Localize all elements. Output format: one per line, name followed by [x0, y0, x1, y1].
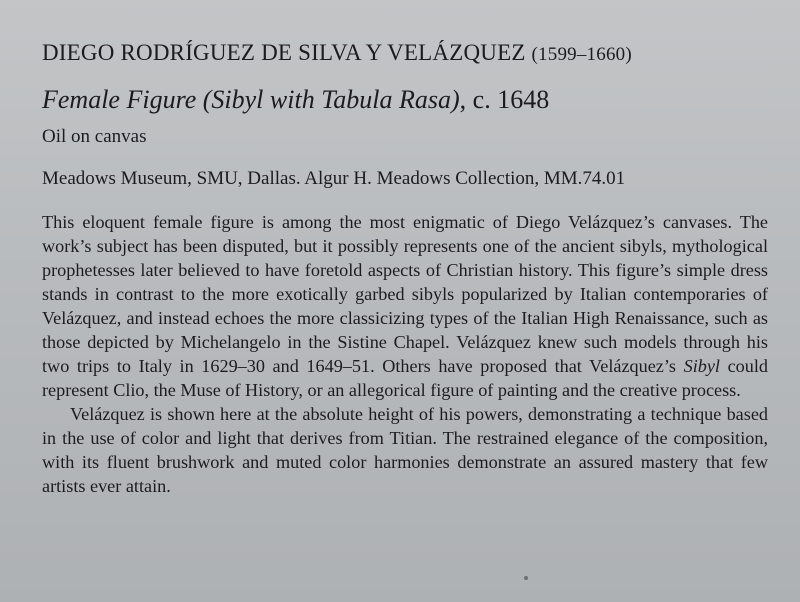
surface-speck	[524, 576, 528, 580]
artist-name: DIEGO RODRÍGUEZ DE SILVA Y VELÁZQUEZ	[42, 40, 526, 65]
artwork-title-text: Female Figure (Sibyl with Tabula Rasa)	[42, 85, 460, 114]
paragraph-1-italic: Sibyl	[683, 356, 720, 376]
description-paragraph-2: Velázquez is shown here at the absolute height of his powers, demonstrating a technique based in the use of color and light that derives from Titian. The restrained elegance of the composition, with its fluent brushwork and muted color harmonies demonstrate an assured mastery that few artists ever attain.	[42, 404, 768, 496]
artist-line	[42, 38, 776, 70]
artwork-date: , c. 1648	[459, 85, 550, 114]
description	[42, 210, 776, 498]
description-paragraph-1	[42, 210, 768, 402]
paragraph-1-part-a: This eloquent female figure is among the most enigmatic of Diego Velázquez’s canvases. The work’s subject has been disputed, but it possibly represents one of the ancient sibyls, mythological prophetesses later believed to have foretold aspects of Christian history. This figure’s simple dress stands in contrast to the more exotically garbed sibyls popularized by Italian contemporaries of Velázquez, and instead echoes the more classicizing types of the Italian High Renaissance, such as those depicted by Michelangelo in the Sistine Chapel. Velázquez knew such models through his two trips to Italy in 1629–30 and 1649–51. Others have proposed that Velázquez’s	[42, 212, 768, 376]
artwork-title	[42, 84, 776, 116]
artwork-collection: Meadows Museum, SMU, Dallas. Algur H. Meadows Collection, MM.74.01	[42, 168, 626, 189]
artwork-medium: Oil on canvas	[42, 126, 147, 147]
paragraph-1-part-b: could represent Clio, the Muse of History, or an allegorical figure of painting and the creative process.	[42, 356, 768, 400]
artist-dates: (1599–1660)	[531, 44, 632, 65]
